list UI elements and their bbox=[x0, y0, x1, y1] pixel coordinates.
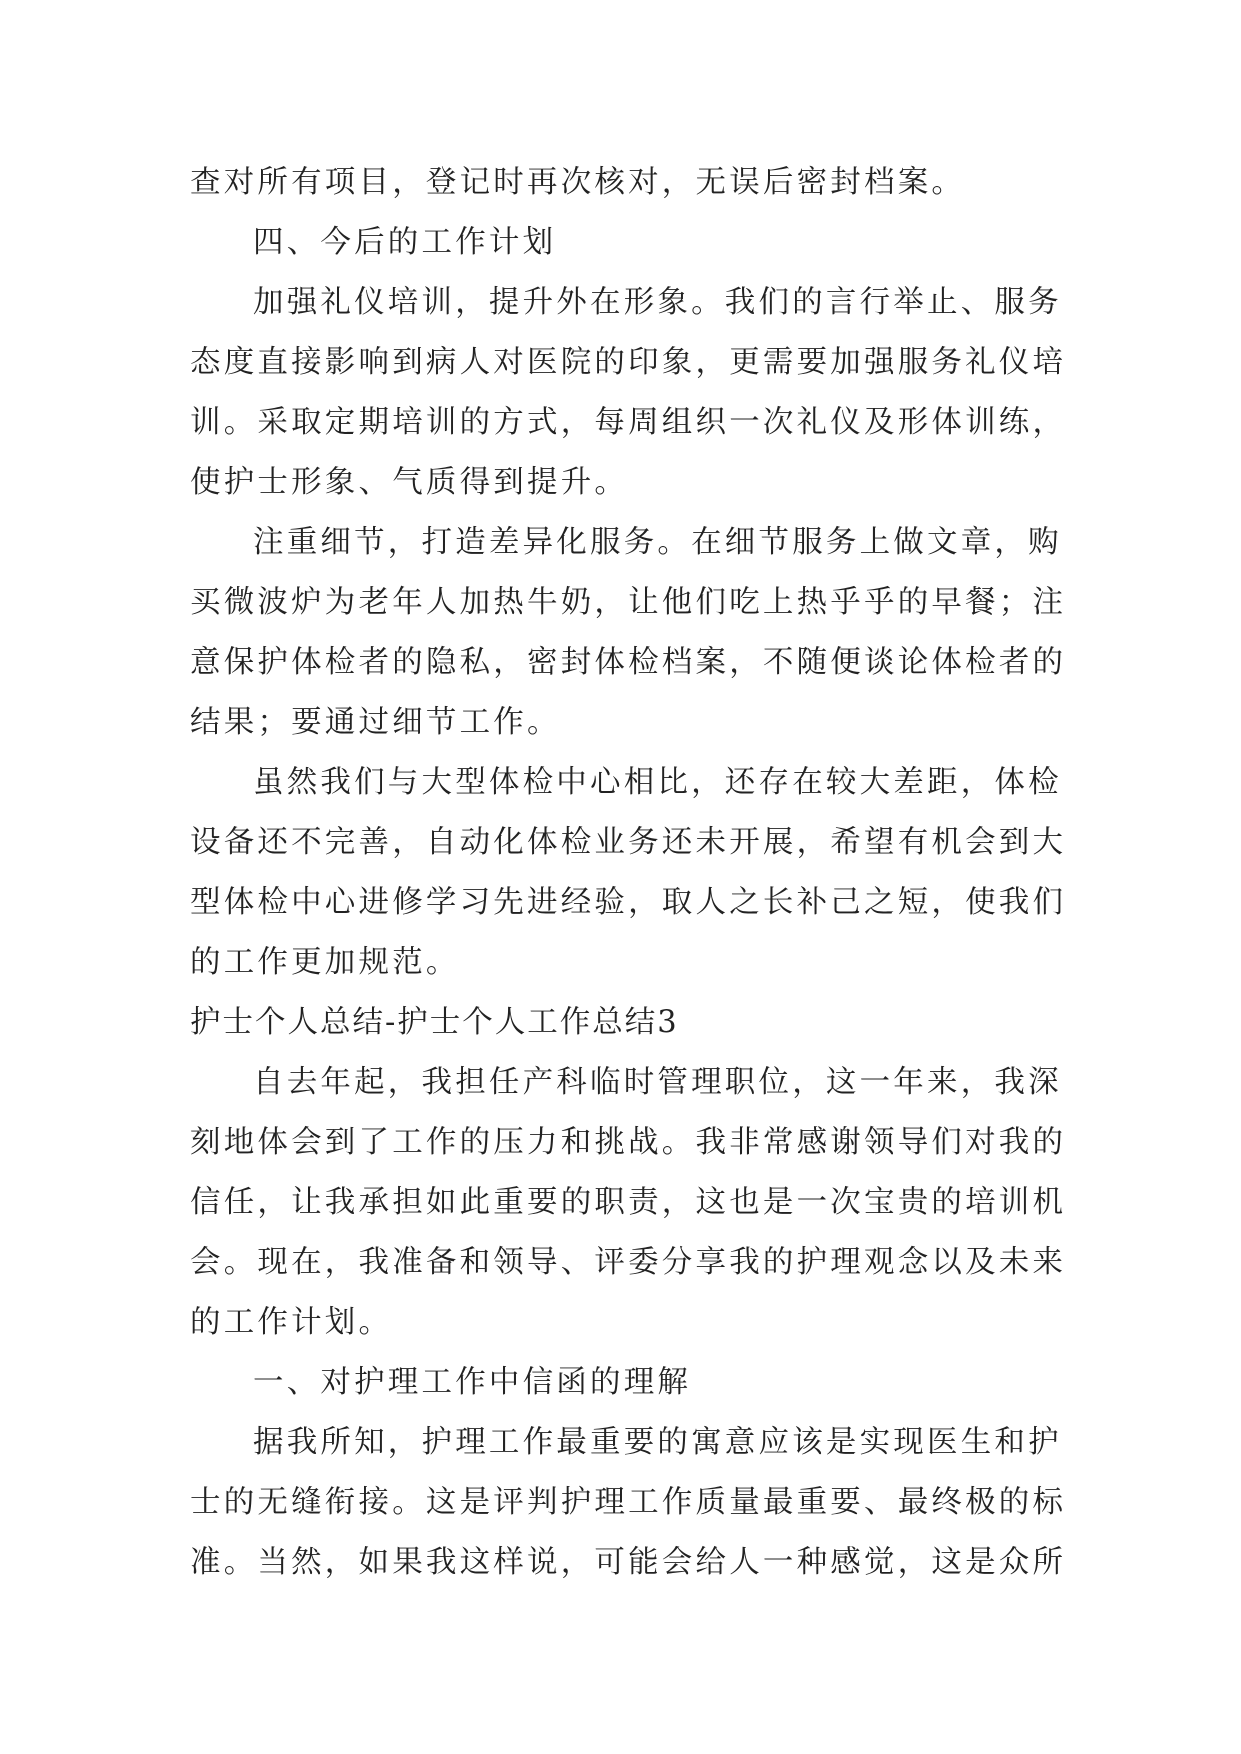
text-line: 注重细节，打造差异化服务。在细节服务上做文章，购 bbox=[253, 525, 1062, 560]
text-line: 设备还不完善，自动化体检业务还未开展，希望有机会到大 bbox=[190, 825, 1067, 860]
text-line: 结果；要通过细节工作。 bbox=[190, 705, 561, 740]
text-line: 型体检中心进修学习先进经验，取人之长补己之短，使我们 bbox=[190, 885, 1067, 920]
text-line: 的工作计划。 bbox=[190, 1305, 393, 1340]
text-line: 使护士形象、气质得到提升。 bbox=[190, 465, 629, 500]
text-line: 虽然我们与大型体检中心相比，还存在较大差距，体检 bbox=[253, 765, 1062, 800]
section-heading: 四、今后的工作计划 bbox=[253, 225, 557, 260]
text-line: 训。采取定期培训的方式，每周组织一次礼仪及形体训练， bbox=[190, 405, 1067, 440]
text-line: 买微波炉为老年人加热牛奶，让他们吃上热乎乎的早餐；注 bbox=[190, 585, 1067, 620]
text-line: 查对所有项目，登记时再次核对，无误后密封档案。 bbox=[190, 165, 966, 200]
section-heading: 一、对护理工作中信函的理解 bbox=[253, 1365, 692, 1400]
text-line: 会。现在，我准备和领导、评委分享我的护理观念以及未来 bbox=[190, 1245, 1067, 1280]
text-line: 的工作更加规范。 bbox=[190, 945, 460, 980]
text-line: 态度直接影响到病人对医院的印象，更需要加强服务礼仪培 bbox=[190, 345, 1067, 380]
text-line: 准。当然，如果我这样说，可能会给人一种感觉，这是众所 bbox=[190, 1545, 1067, 1580]
document-title: 护士个人总结-护士个人工作总结3 bbox=[190, 1005, 679, 1040]
text-line: 自去年起，我担任产科临时管理职位，这一年来，我深 bbox=[253, 1065, 1062, 1100]
text-line: 意保护体检者的隐私，密封体检档案，不随便谈论体检者的 bbox=[190, 645, 1067, 680]
text-line: 加强礼仪培训，提升外在形象。我们的言行举止、服务 bbox=[253, 285, 1062, 320]
text-line: 信任，让我承担如此重要的职责，这也是一次宝贵的培训机 bbox=[190, 1185, 1067, 1220]
text-line: 据我所知，护理工作最重要的寓意应该是实现医生和护 bbox=[253, 1425, 1062, 1460]
text-line: 士的无缝衔接。这是评判护理工作质量最重要、最终极的标 bbox=[190, 1485, 1067, 1520]
text-line: 刻地体会到了工作的压力和挑战。我非常感谢领导们对我的 bbox=[190, 1125, 1067, 1160]
